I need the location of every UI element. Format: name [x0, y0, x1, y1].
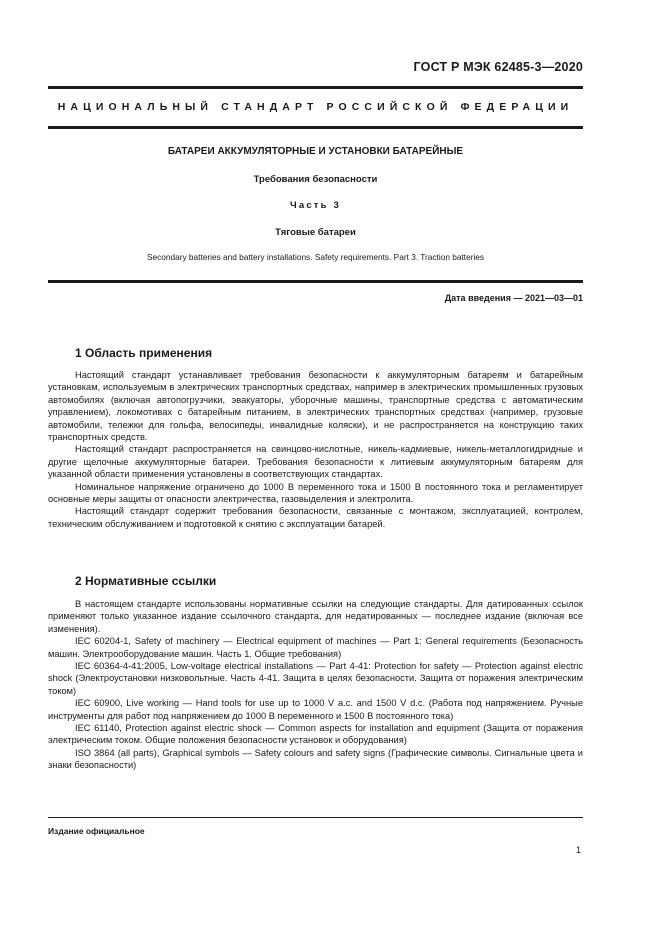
introduction-date: Дата введения — 2021—03—01 [444, 293, 583, 303]
normative-reference: IEC 60900, Live working — Hand tools for use up to 1000 V a.c. and 1500 V d.c. (Работа под напряжением. Ручные инструменты для работ под напряжением до 1000 В переменного и 1500 В постоянного тока) [48, 698, 583, 721]
document-subtitle: Тяговые батареи [275, 227, 356, 238]
top-rule [48, 86, 583, 89]
section-1-paragraph: Номинальное напряжение ограничено до 1000 В переменного тока и 1500 В постоянного тока и регламентирует основные меры защиты от опасности электричества, газовыделения и электролита. [48, 481, 583, 505]
page-number: 1 [575, 845, 581, 855]
section-2-paragraph: В настоящем стандарте использованы нормативные ссылки на следующие стандарты. Для датированных ссылок применяют только указанное издание ссылочного стандарта, для недатированных — последнее издание (включая все изменения). [48, 599, 583, 634]
document-title: БАТАРЕИ АККУМУЛЯТОРНЫЕ И УСТАНОВКИ БАТАРЕЙНЫЕ [167, 146, 464, 157]
document-requirements-title: Требования безопасности [253, 174, 378, 185]
section-1-heading: 1 Область применения [75, 346, 213, 360]
document-part: Часть 3 [289, 200, 342, 211]
normative-reference: ISO 3864 (all parts), Graphical symbols — Safety colours and safety signs (Графические символы. Сигнальные цвета и знаки безопасности) [48, 747, 583, 771]
title-rule [48, 126, 583, 129]
intro-rule [48, 280, 583, 283]
normative-reference: IEC 61140, Protection against electric shock — Common aspects for installation and equipment (Защита от поражения электрическим током. Общие положения безопасности установок и оборудования) [48, 723, 583, 746]
section-2-heading: 2 Нормативные ссылки [75, 574, 217, 588]
national-standard-title: НАЦИОНАЛЬНЫЙ СТАНДАРТ РОССИЙСКОЙ ФЕДЕРАЦИИ [57, 101, 574, 113]
section-1-body [48, 369, 583, 530]
english-title: Secondary batteries and battery installations. Safety requirements. Part 3. Traction batteries [146, 252, 485, 262]
section-1-paragraph: Настоящий стандарт распространяется на свинцово-кислотные, никель-кадмиевые, никель-металлогидридные и другие щелочные аккумуляторные батареи. Требования безопасности к литиевым аккумуляторным батареям для указанной области применения установлены в соответствующих стандартах. [48, 444, 583, 480]
section-1-paragraph: Настоящий стандарт содержит требования безопасности, связанные с монтажом, эксплуатацией, контролем, техническим обслуживанием и подготовкой к снятию с эксплуатации батарей. [48, 506, 583, 529]
normative-reference: IEC 60204-1, Safety of machinery — Electrical equipment of machines — Part 1: General requirements (Безопасность машин. Электрооборудование машин. Часть 1. Общие требования) [48, 636, 583, 659]
official-edition-label: Издание официальное [48, 826, 145, 836]
section-2-body [48, 598, 583, 772]
footer-rule [48, 817, 583, 818]
normative-reference: IEC 60364-4-41:2005, Low-voltage electrical installations — Part 4-41: Protection for safety — Protection against electric shock (Электроустановки низковольтные. Часть 4-41. Защита в целях безопасности. Защита от поражения электрическим током) [48, 661, 583, 696]
section-1-paragraph: Настоящий стандарт устанавливает требования безопасности к аккумуляторным батареям и батарейным установкам, используемым в электрических транспортных средствах, например в электрических промышленных грузовых автомобилях (включая автопогрузчики, эвакуаторы, уборочные машины, транспортные средства с автоматическим управлением), локомотивах с батарейным питанием, в электрических транспортных средствах (например, грузовые автомобили, тележки для гольфа, велосипеды, инвалидные коляски), и не распространяется на конструкцию таких транспортных средств. [48, 370, 583, 443]
standard-code: ГОСТ Р МЭК 62485-3—2020 [413, 60, 583, 74]
